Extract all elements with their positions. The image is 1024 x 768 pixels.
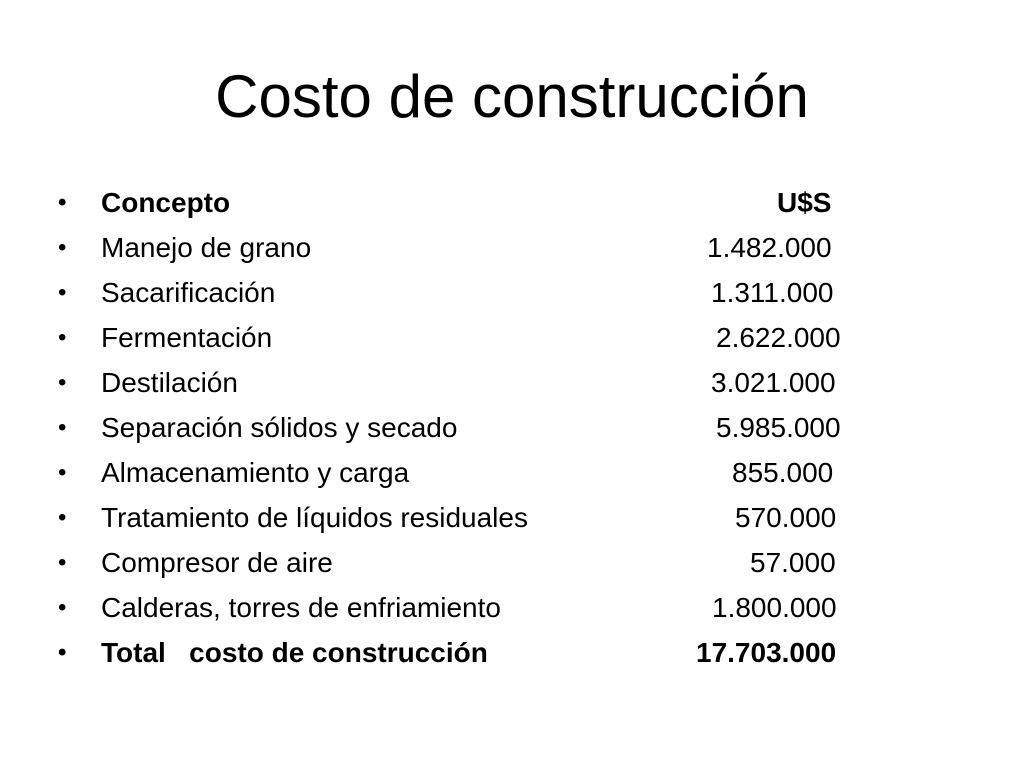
- concept-label: Calderas, torres de enfriamiento: [101, 592, 501, 623]
- amount-value: 3.021.000: [711, 367, 836, 398]
- concept-label: Tratamiento de líquidos residuales: [101, 502, 528, 533]
- list-item: [0, 585, 1024, 630]
- total-amount: 17.703.000: [696, 637, 837, 668]
- concept-header: Concepto: [101, 187, 231, 218]
- concept-label: Separación sólidos y secado: [101, 412, 458, 443]
- amount-value: 1.800.000: [712, 592, 837, 623]
- total-label: Total costo de construcción: [101, 637, 488, 668]
- amount-header: U$S: [777, 187, 832, 218]
- amount-value: 2.622.000: [716, 322, 841, 353]
- bullet-icon: •: [58, 324, 67, 351]
- list-item: [0, 495, 1024, 540]
- amount-value: 1.311.000: [711, 277, 834, 308]
- concept-label: Sacarificación: [101, 277, 276, 308]
- concept-label: Manejo de grano: [101, 232, 312, 263]
- bullet-icon: •: [58, 189, 67, 216]
- bullet-icon: •: [58, 549, 67, 576]
- concept-label: Destilación: [101, 367, 238, 398]
- list-item: [0, 405, 1024, 450]
- bullet-icon: •: [58, 279, 67, 306]
- list-item: [0, 360, 1024, 405]
- bullet-icon: •: [58, 639, 67, 666]
- list-item-total: [0, 630, 1024, 675]
- bullet-icon: •: [58, 369, 67, 396]
- amount-value: 855.000: [732, 457, 834, 488]
- bullet-icon: •: [58, 594, 67, 621]
- list-item: [0, 315, 1024, 360]
- slide-title: Costo de construcción: [215, 63, 809, 130]
- concept-label: Almacenamiento y carga: [101, 457, 410, 488]
- cost-list: [0, 180, 1024, 675]
- concept-label: Fermentación: [101, 322, 273, 353]
- list-item: [0, 540, 1024, 585]
- concept-label: Compresor de aire: [101, 547, 333, 578]
- list-item-header: [0, 180, 1024, 225]
- bullet-icon: •: [58, 414, 67, 441]
- amount-value: 57.000: [750, 547, 836, 578]
- bullet-icon: •: [58, 459, 67, 486]
- list-item: [0, 450, 1024, 495]
- list-item: [0, 225, 1024, 270]
- bullet-icon: •: [58, 234, 67, 261]
- amount-value: 5.985.000: [716, 412, 841, 443]
- amount-value: 570.000: [735, 502, 837, 533]
- bullet-icon: •: [58, 504, 67, 531]
- list-item: [0, 270, 1024, 315]
- amount-value: 1.482.000: [707, 232, 832, 263]
